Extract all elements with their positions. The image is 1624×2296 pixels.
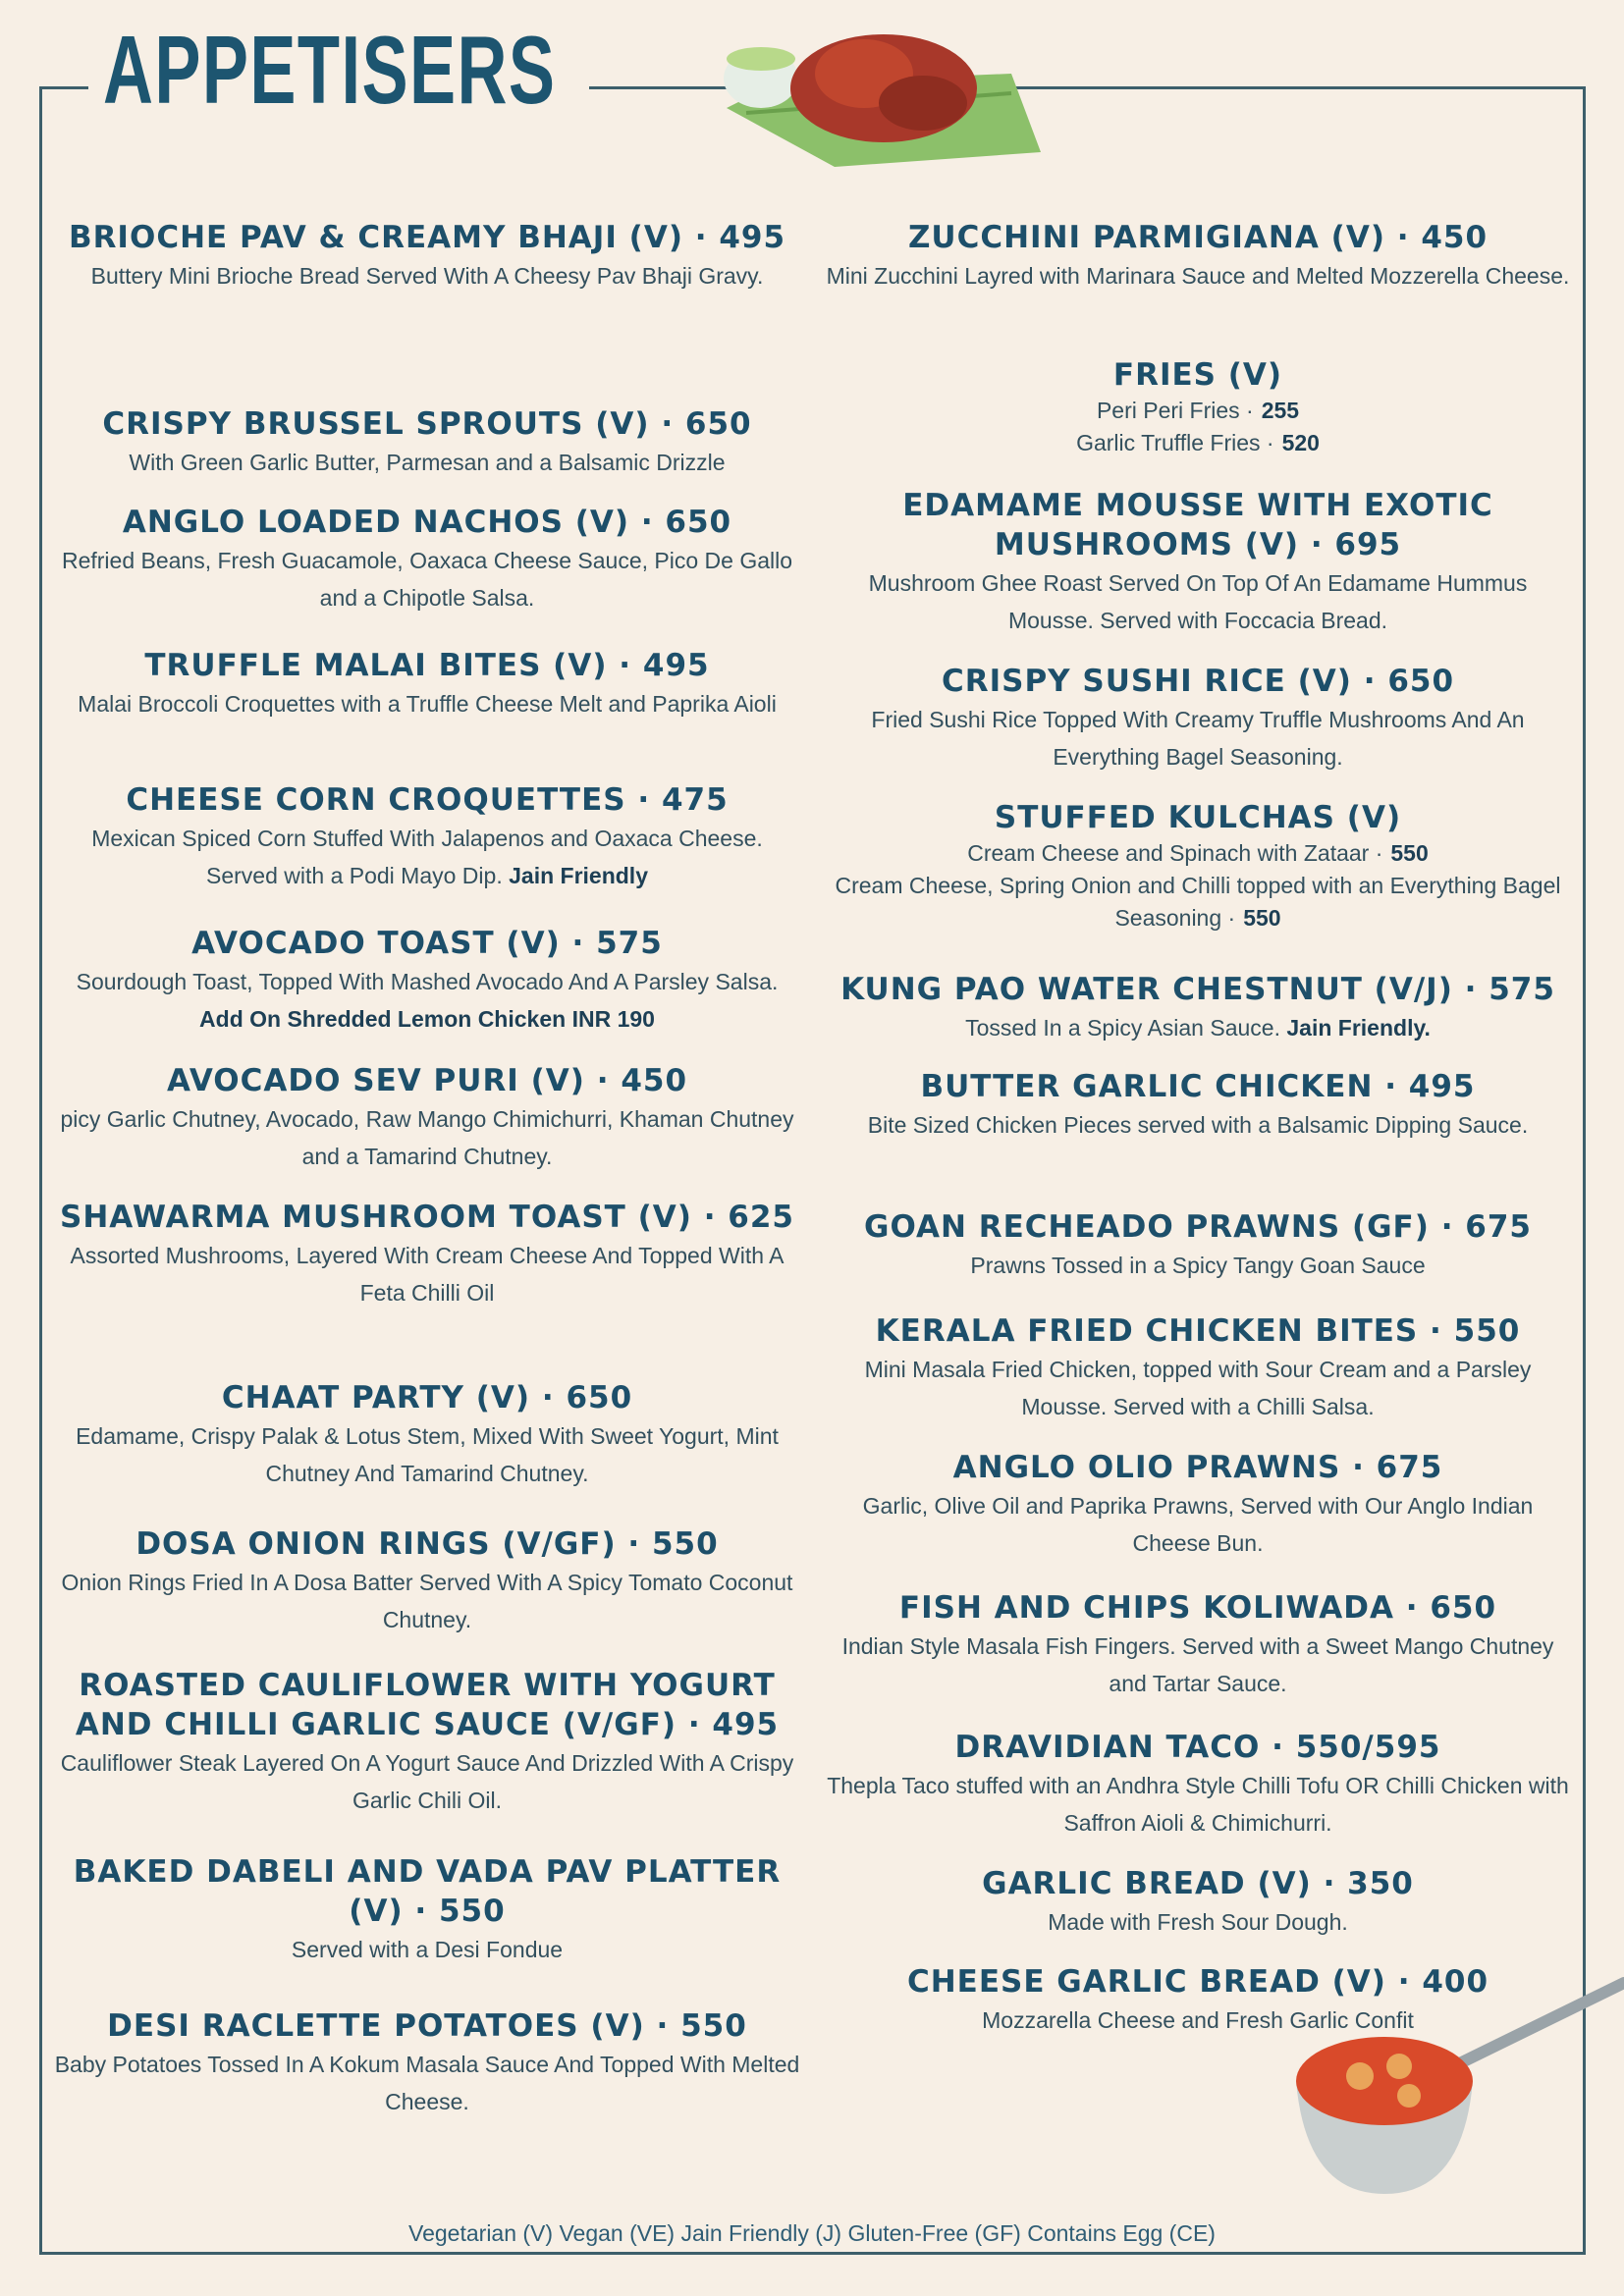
menu-item-description <box>825 1903 1571 1941</box>
menu-sub-item <box>825 837 1571 870</box>
menu-item-description <box>825 257 1571 294</box>
description-text: Made with Fresh Sour Dough. <box>1048 1909 1348 1935</box>
description-text: Cauliflower Steak Layered On A Yogurt Sauce And Drizzled With A Crispy Garlic Chili Oil. <box>60 1750 794 1813</box>
menu-item <box>54 2006 800 2120</box>
menu-item <box>825 1962 1571 2039</box>
menu-item-title: GARLIC BREAD (V) · 350 <box>982 1866 1414 1901</box>
menu-item-title: CHAAT PARTY (V) · 650 <box>221 1380 633 1415</box>
menu-item <box>54 503 800 616</box>
menu-item-title: BRIOCHE PAV & CREAMY BHAJI (V) · 495 <box>68 220 786 255</box>
menu-item <box>825 1864 1571 1941</box>
menu-item-title: TRUFFLE MALAI BITES (V) · 495 <box>144 648 710 683</box>
menu-item-description <box>825 2002 1571 2039</box>
sub-item-price: 550 <box>1243 905 1281 931</box>
menu-item-description <box>54 820 800 894</box>
menu-sub-item <box>825 427 1571 459</box>
menu-item-title: DRAVIDIAN TACO · 550/595 <box>954 1730 1441 1765</box>
menu-item <box>825 1311 1571 1425</box>
description-text: Sourdough Toast, Topped With Mashed Avocado And A Parsley Salsa. <box>76 969 779 994</box>
menu-item-title: KUNG PAO WATER CHESTNUT (V/J) · 575 <box>840 972 1555 1007</box>
menu-item-note: Jain Friendly <box>502 863 648 888</box>
menu-item-title: BUTTER GARLIC CHICKEN · 495 <box>920 1069 1476 1104</box>
sub-item-name: Peri Peri Fries · <box>1096 398 1254 423</box>
menu-item <box>54 1061 800 1175</box>
description-text: Refried Beans, Fresh Guacamole, Oaxaca Cheese Sauce, Pico De Gallo and a Chipotle Salsa. <box>61 548 793 611</box>
sub-item-name: Garlic Truffle Fries · <box>1076 430 1274 455</box>
description-text: Mini Masala Fried Chicken, topped with Sour Cream and a Parsley Mousse. Served with a Chilli Salsa. <box>864 1357 1532 1419</box>
sub-item-name: Cream Cheese, Spring Onion and Chilli topped with an Everything Bagel Seasoning · <box>835 873 1561 931</box>
description-text: Mozzarella Cheese and Fresh Garlic Confit <box>982 2007 1414 2033</box>
description-text: Bite Sized Chicken Pieces served with a Balsamic Dipping Sauce. <box>867 1112 1529 1138</box>
divider <box>39 86 88 89</box>
dietary-legend: Vegetarian (V) Vegan (VE) Jain Friendly (J) Gluten-Free (GF) Contains Egg (CE) <box>408 2220 1216 2246</box>
menu-item <box>825 798 1571 934</box>
description-text: Edamame, Crispy Palak & Lotus Stem, Mixed With Sweet Yogurt, Mint Chutney And Tamarind Chutney. <box>76 1423 779 1486</box>
menu-item <box>825 1448 1571 1562</box>
menu-item-description <box>54 1564 800 1638</box>
menu-item-description <box>825 701 1571 775</box>
description-text: Thepla Taco stuffed with an Andhra Style Chilli Tofu OR Chilli Chicken with Saffron Aioli & Chimichurri. <box>827 1773 1569 1836</box>
menu-item-description <box>54 257 800 294</box>
menu-item-description <box>54 542 800 616</box>
menu-item <box>825 1207 1571 1284</box>
description-text: Assorted Mushrooms, Layered With Cream Cheese And Topped With A Feta Chilli Oil <box>70 1243 785 1306</box>
menu-item-title: FRIES (V) <box>1112 357 1283 393</box>
menu-item-title: GOAN RECHEADO PRAWNS (GF) · 675 <box>864 1209 1532 1245</box>
description-text: Mini Zucchini Layred with Marinara Sauce and Melted Mozzerella Cheese. <box>826 263 1570 289</box>
menu-item <box>54 1198 800 1311</box>
menu-item-description <box>54 963 800 1038</box>
menu-item-description <box>825 1247 1571 1284</box>
description-text: Fried Sushi Rice Topped With Creamy Truffle Mushrooms And An Everything Bagel Seasoning. <box>871 707 1525 770</box>
menu-item-description <box>54 1237 800 1311</box>
menu-item <box>825 1067 1571 1144</box>
menu-item-title: ANGLO OLIO PRAWNS · 675 <box>952 1450 1443 1485</box>
menu-item-note: Add On Shredded Lemon Chicken INR 190 <box>199 1006 655 1032</box>
menu-item-description <box>54 1417 800 1492</box>
sub-item-name: Cream Cheese and Spinach with Zataar · <box>967 840 1383 866</box>
description-text: Malai Broccoli Croquettes with a Truffle Cheese Melt and Paprika Aioli <box>78 691 777 717</box>
menu-item-description <box>54 1744 800 1819</box>
description-text: Tossed In a Spicy Asian Sauce. <box>965 1015 1280 1041</box>
menu-item-description <box>825 1487 1571 1562</box>
menu-item-title: ROASTED CAULIFLOWER WITH YOGURT AND CHILLI GARLIC SAUCE (V/GF) · 495 <box>75 1668 780 1742</box>
description-text: Onion Rings Fried In A Dosa Batter Served With A Spicy Tomato Coconut Chutney. <box>61 1570 793 1632</box>
appetiser-dish-image <box>717 15 1041 167</box>
menu-item <box>825 218 1571 294</box>
menu-item <box>54 218 800 294</box>
menu-item-title: DESI RACLETTE POTATOES (V) · 550 <box>107 2008 747 2044</box>
menu-item <box>54 1852 800 1968</box>
menu-item <box>825 1728 1571 1842</box>
menu-item-description <box>54 1931 800 1968</box>
sub-item-price: 550 <box>1390 840 1429 866</box>
menu-item-title: CRISPY BRUSSEL SPROUTS (V) · 650 <box>102 406 752 442</box>
description-text: With Green Garlic Butter, Parmesan and a Balsamic Drizzle <box>129 450 726 475</box>
menu-item-description <box>825 1628 1571 1702</box>
menu-item-title: CHEESE GARLIC BREAD (V) · 400 <box>906 1964 1489 2000</box>
menu-item-note: Jain Friendly. <box>1279 1015 1431 1041</box>
menu-item-title: KERALA FRIED CHICKEN BITES · 550 <box>875 1313 1521 1349</box>
menu-item <box>54 780 800 894</box>
menu-item-title: SHAWARMA MUSHROOM TOAST (V) · 625 <box>60 1200 794 1235</box>
menu-item <box>54 404 800 481</box>
menu-item <box>54 1378 800 1492</box>
description-text: Garlic, Olive Oil and Paprika Prawns, Served with Our Anglo Indian Cheese Bun. <box>862 1493 1534 1556</box>
menu-item-description <box>825 564 1571 639</box>
menu-item <box>825 662 1571 775</box>
menu-sub-item <box>825 870 1571 934</box>
menu-item-description <box>54 685 800 722</box>
description-text: Prawns Tossed in a Spicy Tangy Goan Sauce <box>970 1253 1426 1278</box>
menu-item-description <box>825 1009 1571 1046</box>
menu-item <box>54 646 800 722</box>
description-text: Baby Potatoes Tossed In A Kokum Masala Sauce And Topped With Melted Cheese. <box>54 2052 800 2114</box>
description-text: Buttery Mini Brioche Bread Served With A Cheesy Pav Bhaji Gravy. <box>90 263 764 289</box>
menu-item <box>825 486 1571 639</box>
menu-item-title: ZUCCHINI PARMIGIANA (V) · 450 <box>907 220 1489 255</box>
menu-item <box>54 1666 800 1819</box>
menu-item-title: CRISPY SUSHI RICE (V) · 650 <box>941 664 1455 699</box>
description-text: Served with a Desi Fondue <box>291 1937 564 1962</box>
menu-item <box>825 970 1571 1046</box>
menu-item-title: AVOCADO TOAST (V) · 575 <box>191 926 663 961</box>
description-text: Indian Style Masala Fish Fingers. Served with a Sweet Mango Chutney and Tartar Sauce. <box>841 1633 1554 1696</box>
menu-item-title: ANGLO LOADED NACHOS (V) · 650 <box>122 505 732 540</box>
menu-item-title: DOSA ONION RINGS (V/GF) · 550 <box>135 1526 719 1562</box>
menu-item <box>825 1588 1571 1702</box>
menu-sub-item <box>825 395 1571 427</box>
description-text: picy Garlic Chutney, Avocado, Raw Mango Chimichurri, Khaman Chutney and a Tamarind Chutney. <box>60 1106 794 1169</box>
menu-item-title: BAKED DABELI AND VADA PAV PLATTER (V) · 550 <box>73 1854 782 1929</box>
menu-item-title: FISH AND CHIPS KOLIWADA · 650 <box>898 1590 1497 1626</box>
menu-item-description <box>54 444 800 481</box>
menu-item-title: AVOCADO SEV PURI (V) · 450 <box>166 1063 688 1098</box>
menu-item <box>54 924 800 1038</box>
sub-item-price: 520 <box>1281 430 1320 455</box>
menu-item-title: CHEESE CORN CROQUETTES · 475 <box>126 782 729 818</box>
menu-item <box>825 355 1571 459</box>
menu-item-title: STUFFED KULCHAS (V) <box>994 800 1402 835</box>
menu-item-description <box>825 1767 1571 1842</box>
menu-item-description <box>54 2046 800 2120</box>
menu-item-description <box>54 1100 800 1175</box>
menu-item <box>54 1524 800 1638</box>
sub-item-price: 255 <box>1261 398 1300 423</box>
menu-item-title: EDAMAME MOUSSE WITH EXOTIC MUSHROOMS (V) · 695 <box>902 488 1493 562</box>
description-text: Mushroom Ghee Roast Served On Top Of An Edamame Hummus Mousse. Served with Foccacia Bread. <box>868 570 1528 633</box>
menu-item-description <box>825 1106 1571 1144</box>
menu-item-description <box>825 1351 1571 1425</box>
page-title: APPETISERS <box>103 16 557 124</box>
description-text: Mexican Spiced Corn Stuffed With Jalapenos and Oaxaca Cheese. Served with a Podi Mayo Dip. <box>91 826 763 888</box>
